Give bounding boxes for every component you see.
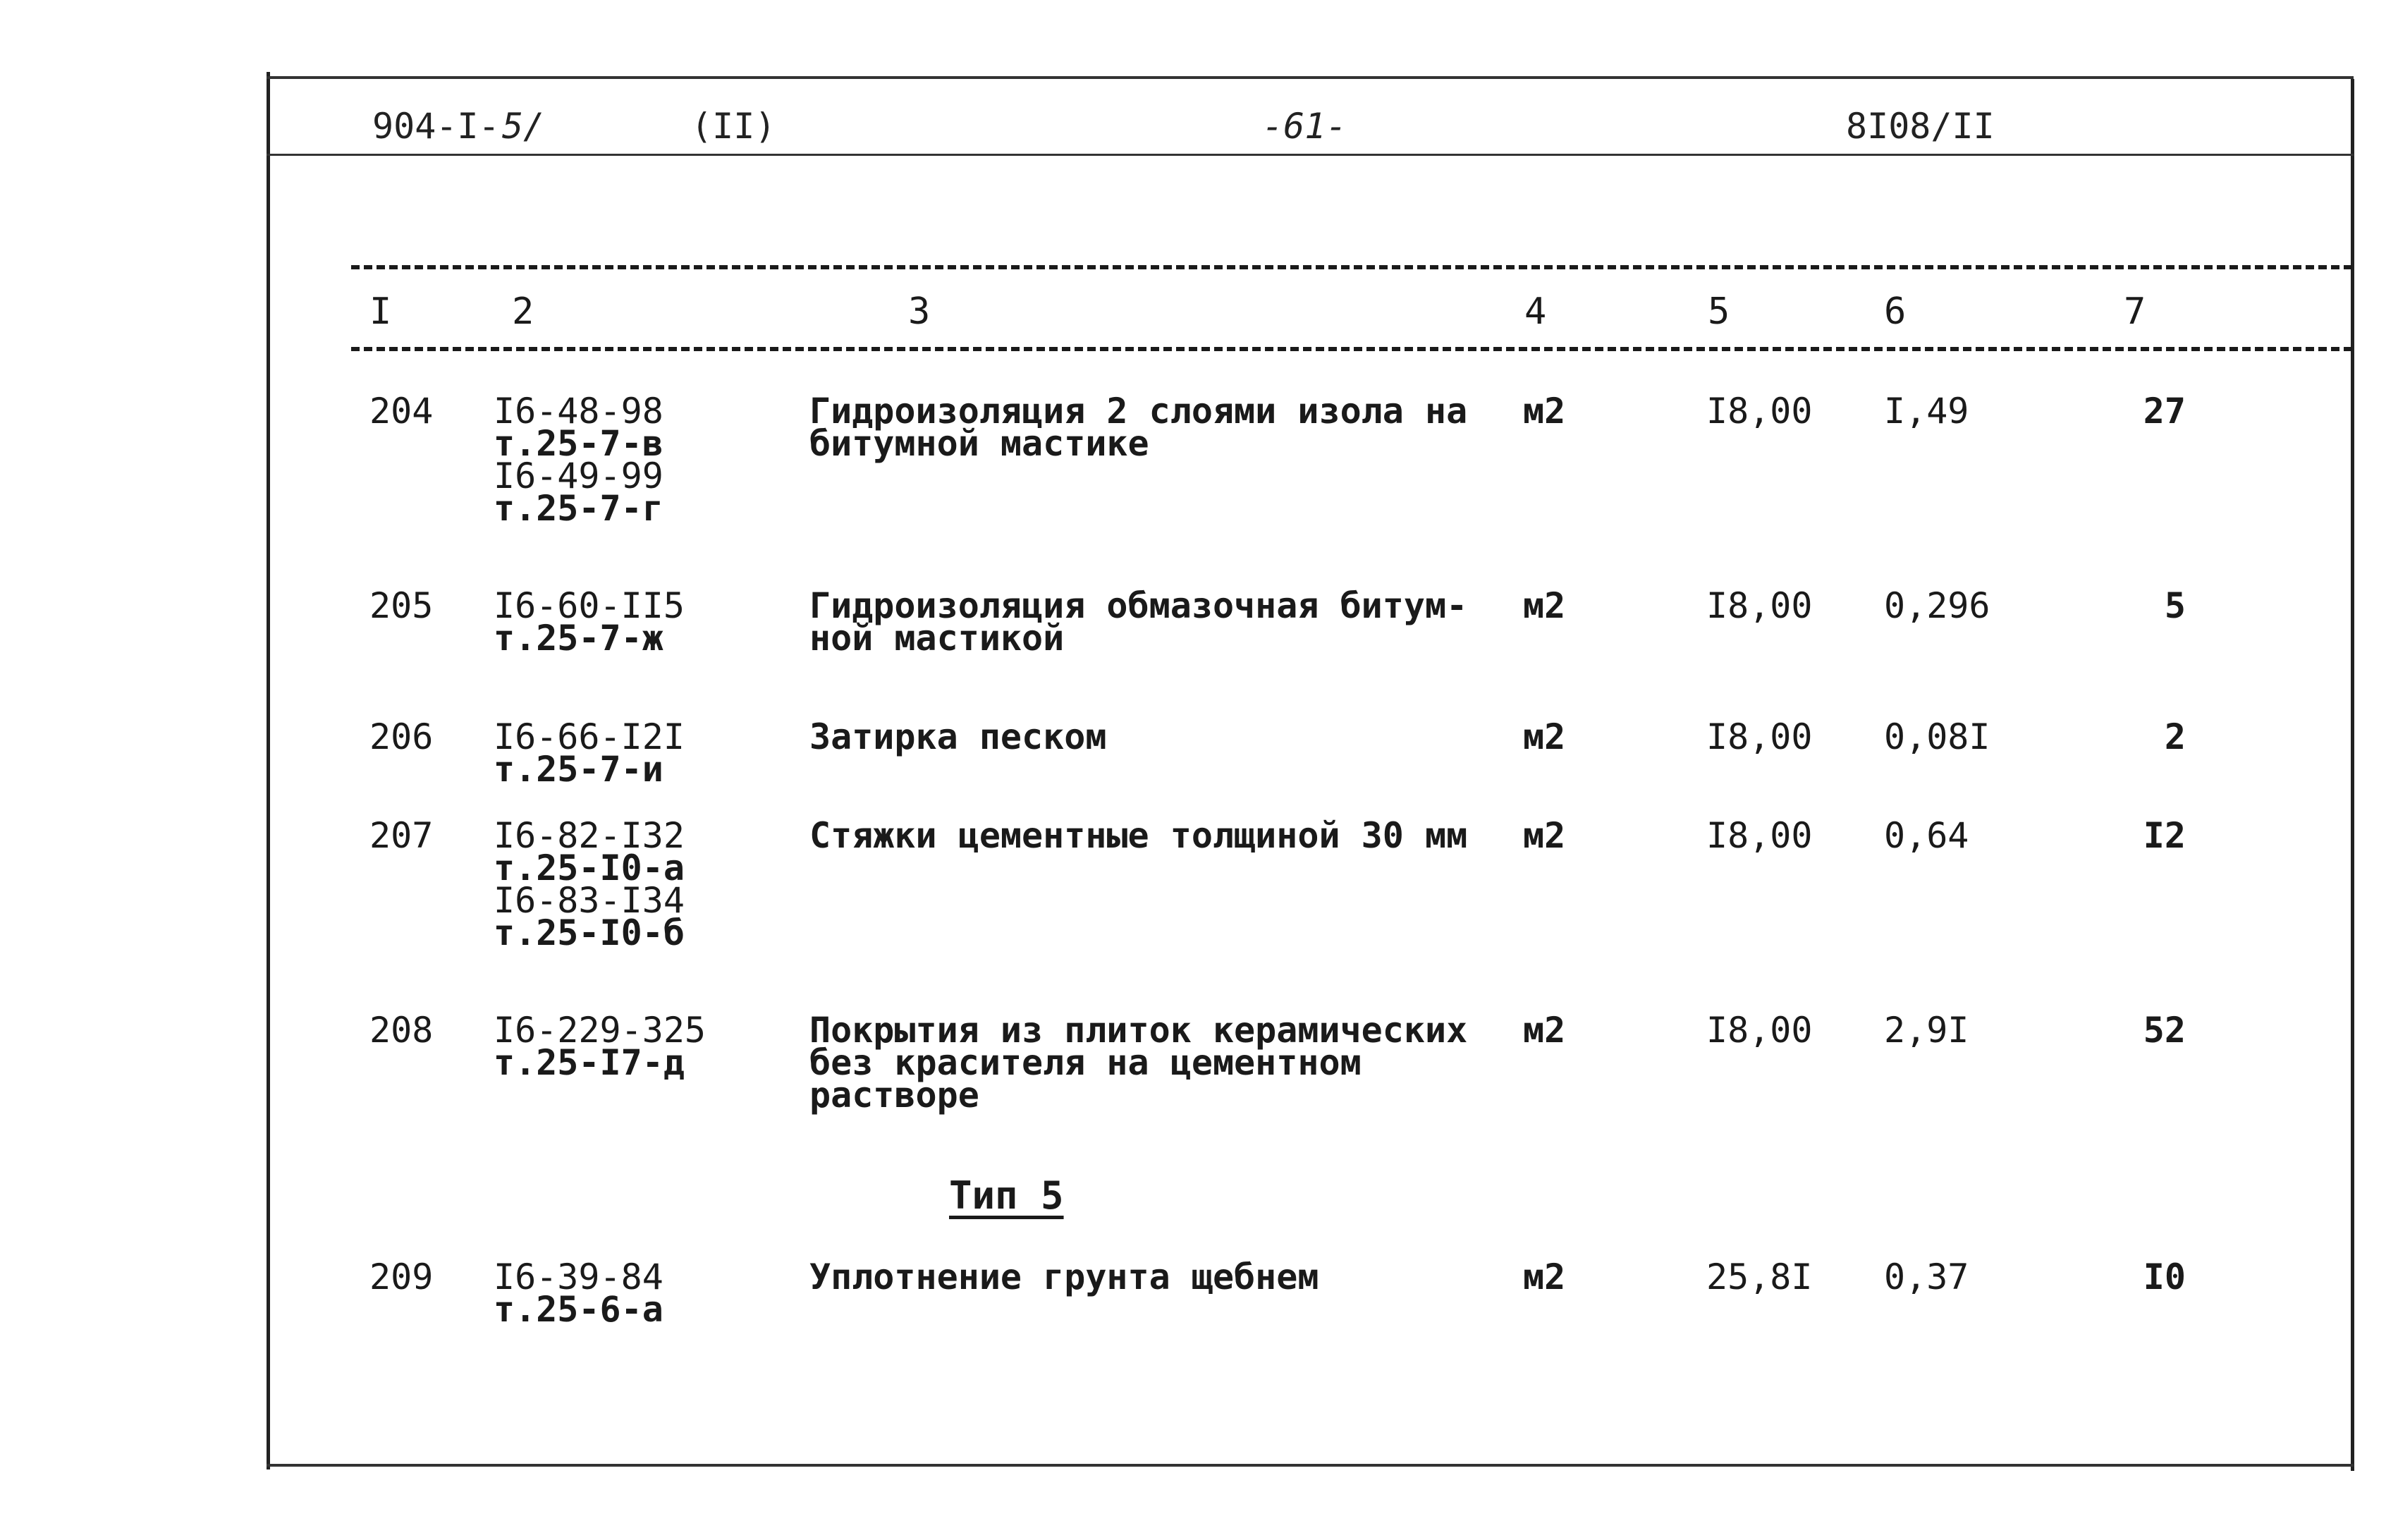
rate-code: I6-39-84 [494,1257,663,1297]
norm-value: 2,9I [1884,1010,1969,1051]
total-value: 5 [2164,585,2186,626]
frame-left-border [267,72,270,1469]
description-line: Гидроизоляция 2 слоями изола на [809,391,1468,432]
description-line: Гидроизоляция обмазочная битум- [809,585,1468,626]
rate-code: I6-229-325 [494,1010,706,1051]
work-description [809,716,1107,757]
quantity: I8,00 [1706,1010,1813,1051]
rate-code: I6-83-I34 [494,880,685,921]
norm-value: I,49 [1884,391,1969,432]
rate-codes [494,391,663,529]
rate-table-ref: т.25-I0-б [494,912,685,953]
quantity: I8,00 [1706,585,1813,626]
description-line: Затирка песком [809,716,1107,757]
norm-value: 0,64 [1884,815,1969,856]
unit: м2 [1523,815,1566,856]
item-number: 205 [369,585,434,626]
unit: м2 [1523,716,1566,757]
column-number: 6 [1884,291,1907,333]
column-number: I [369,291,392,333]
item-number: 206 [369,716,434,757]
description-line: без красителя на цементном [809,1042,1362,1083]
rate-code: I6-49-99 [494,456,663,496]
description-line: ной мастикой [809,618,1065,659]
item-number: 209 [369,1257,434,1297]
rate-codes [494,1010,706,1083]
doc-series-handwritten: 5/ [502,106,545,147]
rate-table-ref: т.25-7-ж [494,618,663,659]
item-number: 208 [369,1010,434,1051]
unit: м2 [1523,1257,1566,1297]
work-description [809,1257,1319,1297]
rate-table-ref: т.25-I0-а [494,848,685,888]
rate-table-ref: т.25-6-а [494,1289,663,1330]
header-rule [267,154,2354,156]
page-number: -61- [1262,106,1347,147]
rate-codes [494,1257,663,1330]
rate-table-ref: т.25-7-г [494,488,663,529]
work-description [809,391,1468,464]
table-top-dashed-rule [351,265,2352,269]
quantity: I8,00 [1706,391,1813,432]
total-value: 2 [2164,716,2186,757]
column-number: 5 [1708,291,1730,333]
column-number: 2 [512,291,534,333]
work-description [809,585,1468,659]
work-description [809,1010,1468,1116]
description-line: Покрытия из плиток керамических [809,1010,1468,1051]
description-line: Стяжки цементные толщиной 30 мм [809,815,1468,856]
column-number: 7 [2124,291,2146,333]
item-number: 204 [369,391,434,432]
unit: м2 [1523,585,1566,626]
rate-table-ref: т.25-7-и [494,749,663,790]
rate-codes [494,585,685,659]
description-line: Уплотнение грунта щебнем [809,1257,1319,1297]
description-line: битумной мастике [809,423,1149,464]
total-value: 27 [2143,391,2186,432]
norm-value: 0,37 [1884,1257,1969,1297]
unit: м2 [1523,391,1566,432]
column-number: 3 [908,291,931,333]
total-value: I0 [2143,1257,2186,1297]
rate-table-ref: т.25-I7-д [494,1042,685,1083]
rate-code: I6-60-II5 [494,585,685,626]
rate-table-ref: т.25-7-в [494,423,663,464]
issue-number: (II) [691,106,776,147]
norm-value: 0,296 [1884,585,1990,626]
frame-top-border [267,76,2354,79]
section-title: Тип 5 [949,1173,1064,1218]
rate-codes [494,815,685,953]
rate-code: I6-48-98 [494,391,663,432]
rate-code: I6-82-I32 [494,815,685,856]
rate-codes [494,716,685,790]
column-number: 4 [1524,291,1547,333]
frame-right-border [2351,79,2354,1471]
sheet-code: 8I08/II [1846,106,1995,147]
total-value: I2 [2143,815,2186,856]
rate-code: I6-66-I2I [494,716,685,757]
table-header-dashed-rule [351,347,2352,351]
work-description [809,815,1468,856]
unit: м2 [1523,1010,1566,1051]
doc-series: 904-I- [372,106,500,147]
norm-value: 0,08I [1884,716,1990,757]
description-line: растворе [809,1075,979,1116]
frame-bottom-border [267,1464,2354,1467]
quantity: I8,00 [1706,815,1813,856]
quantity: I8,00 [1706,716,1813,757]
quantity: 25,8I [1706,1257,1813,1297]
total-value: 52 [2143,1010,2186,1051]
item-number: 207 [369,815,434,856]
